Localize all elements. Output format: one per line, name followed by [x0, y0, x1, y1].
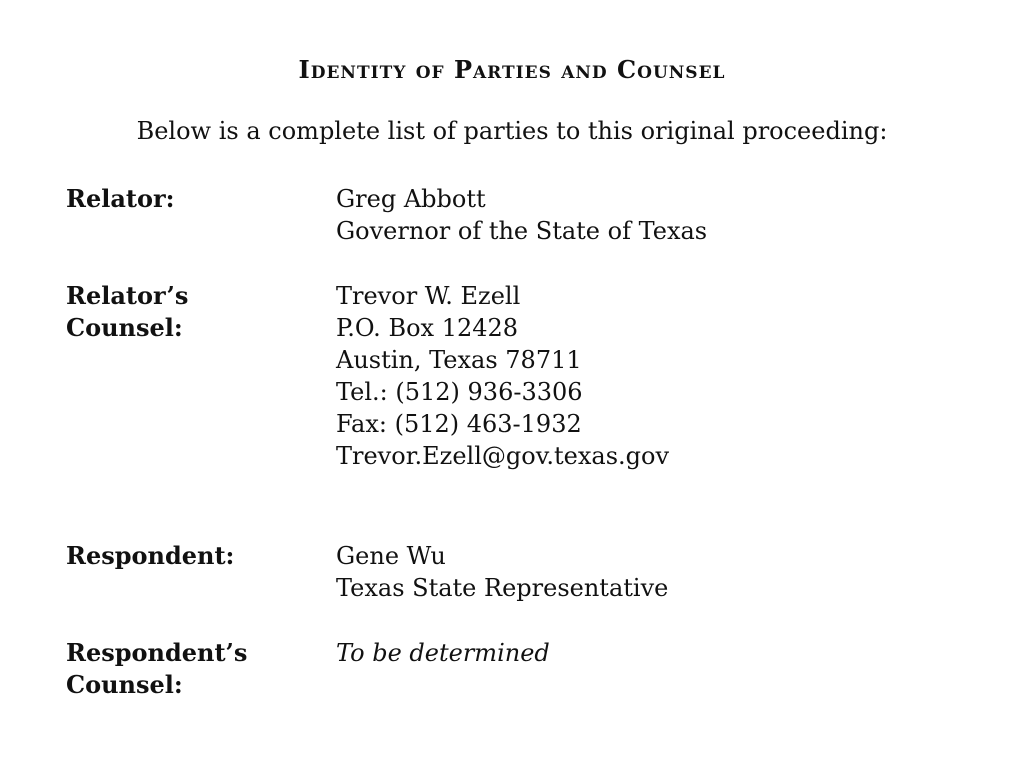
label-line: Relator:: [66, 184, 175, 213]
value-line: Fax: (512) 463-1932: [336, 410, 582, 438]
value-line: Greg Abbott: [336, 185, 486, 213]
label-line: Respondent:: [66, 541, 235, 570]
entry-label: [66, 280, 316, 344]
entry-value: [336, 637, 966, 669]
entry-label: [66, 637, 316, 701]
value-line: Trevor W. Ezell: [336, 282, 521, 310]
value-line: P.O. Box 12428: [336, 314, 519, 342]
entry-value: [336, 280, 966, 472]
label-line: Counsel:: [66, 670, 183, 699]
entry-label: [66, 183, 316, 215]
value-line: Trevor.Ezell@gov.texas.gov: [336, 442, 670, 470]
value-line: To be determined: [336, 639, 550, 667]
label-line: Relator’s: [66, 281, 189, 310]
value-line: Gene Wu: [336, 542, 446, 570]
value-line: Austin, Texas 78711: [336, 346, 582, 374]
label-line: Counsel:: [66, 313, 183, 342]
value-line: Governor of the State of Texas: [336, 217, 708, 245]
entry-label: [66, 540, 316, 572]
document-heading: Identity of Parties and Counsel: [298, 55, 726, 84]
entry-value: [336, 183, 966, 247]
entry-value: [336, 540, 966, 604]
label-line: Respondent’s: [66, 638, 248, 667]
value-line: Tel.: (512) 936-3306: [336, 378, 583, 406]
value-line: Texas State Representative: [336, 574, 669, 602]
intro-text: Below is a complete list of parties to this original proceeding:: [136, 117, 888, 145]
